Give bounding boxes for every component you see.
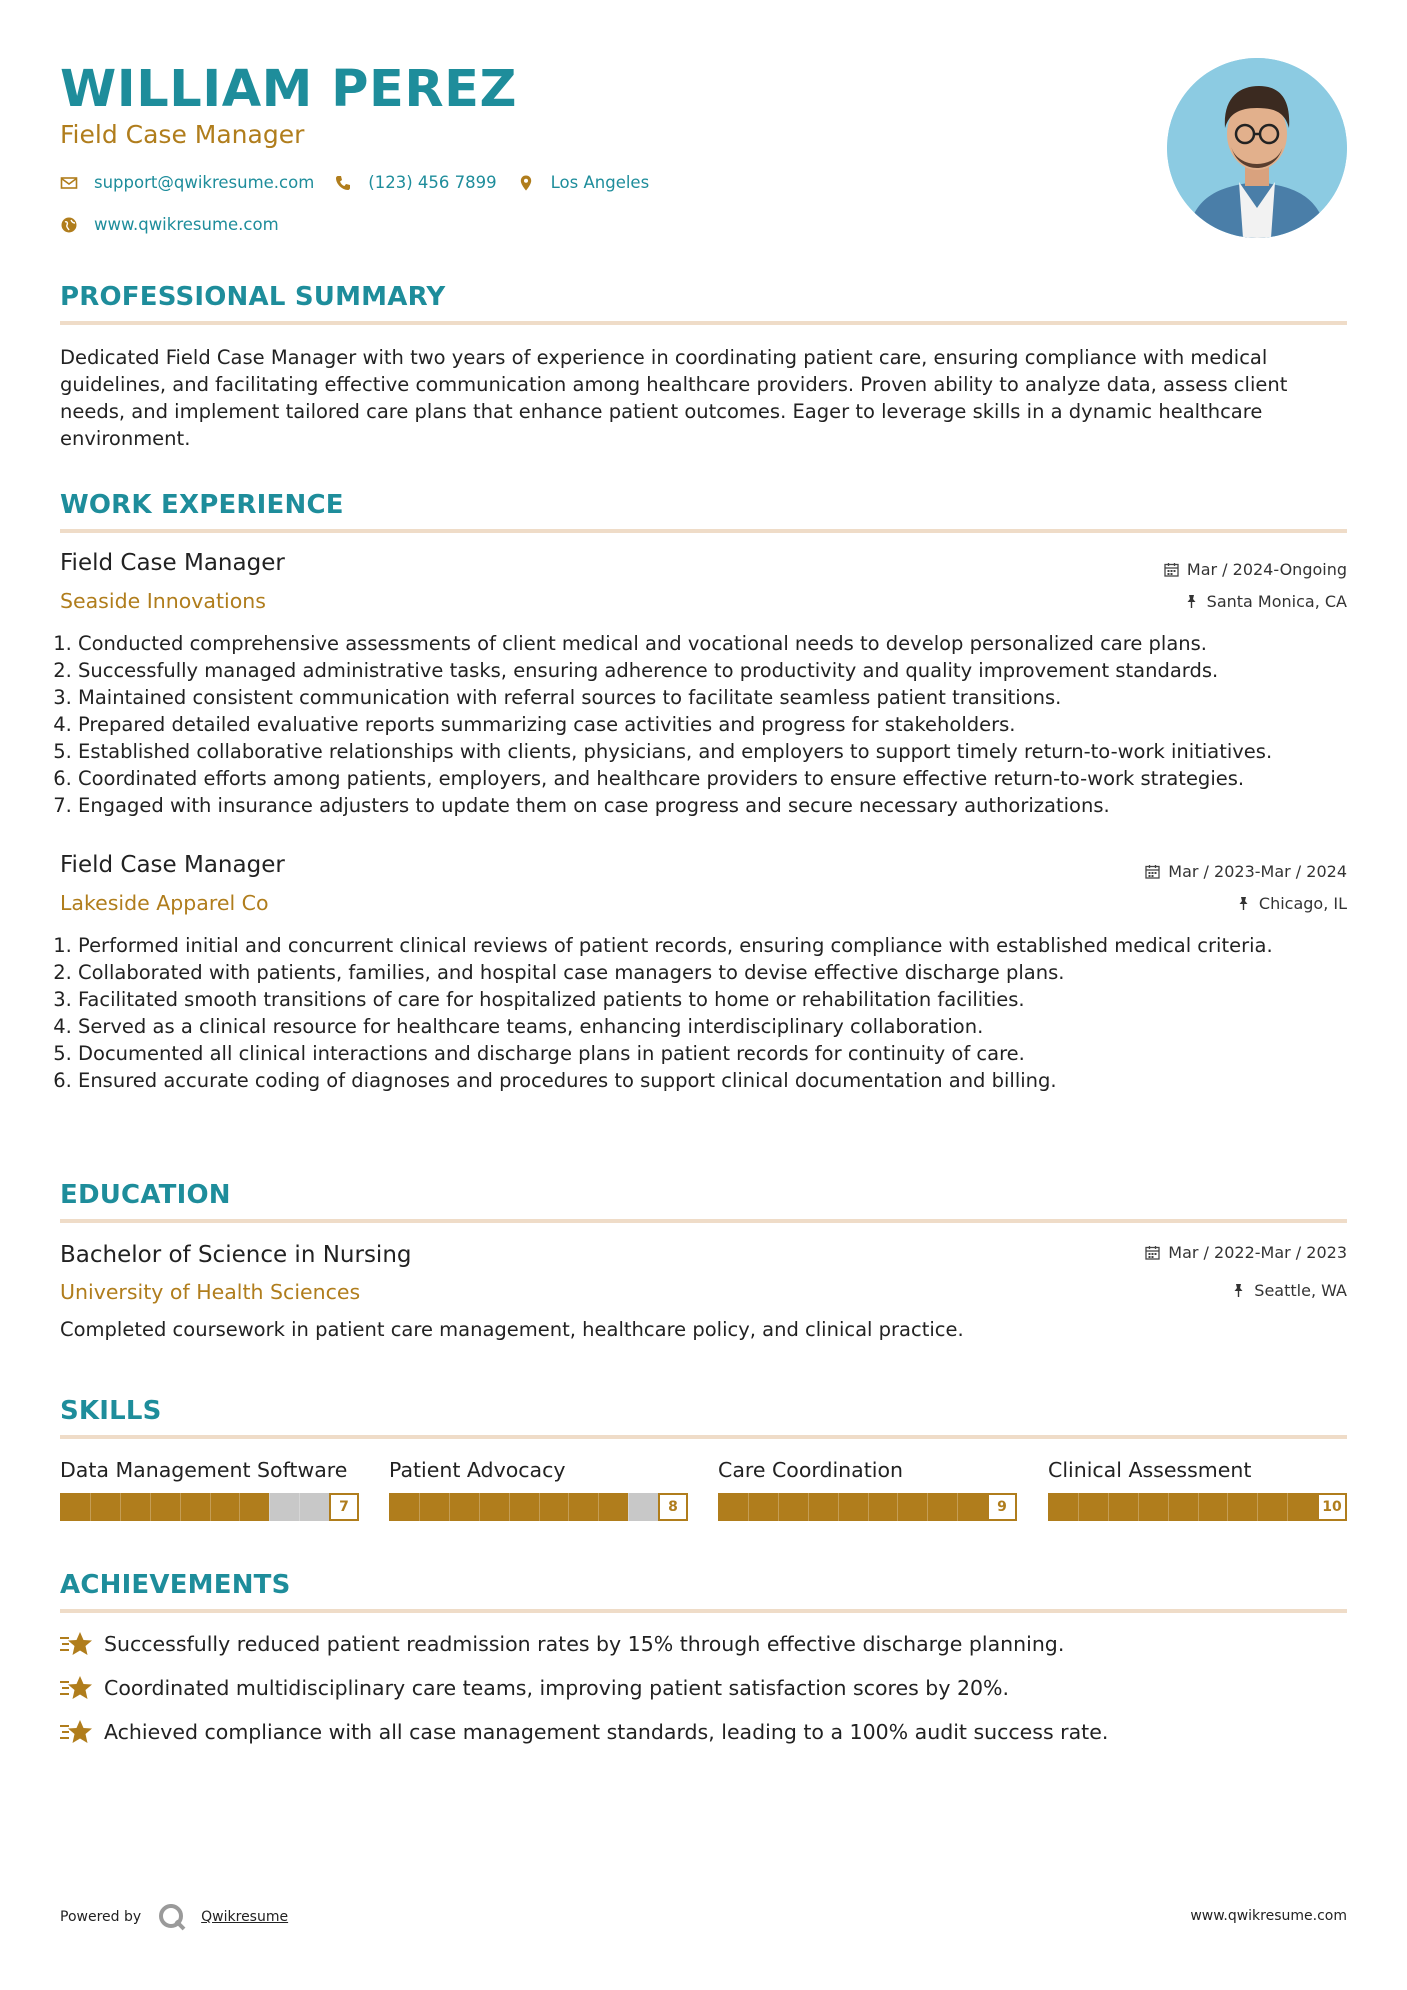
job-bullets: [60, 932, 1365, 1094]
job-bullet: 4. Prepared detailed evaluative reports summarizing case activities and progress for stakeholders.: [78, 711, 1365, 738]
education-dates: [1145, 1243, 1347, 1262]
contact-row: [60, 173, 669, 192]
skill-bar-segment: [897, 1493, 898, 1521]
pushpin-icon: [1231, 1283, 1246, 1298]
profile-photo: [1167, 58, 1347, 238]
skill-bar-segment: [269, 1493, 270, 1521]
skill-bar: [389, 1493, 688, 1521]
footer-powered-by: [60, 1902, 288, 1932]
job-bullet: 1. Performed initial and concurrent clinical reviews of patient records, ensuring compliance with established medical criteria.: [78, 932, 1365, 959]
skill-bar-segment: [479, 1493, 480, 1521]
skill-bar-segment: [957, 1493, 958, 1521]
skill-bar-segment: [1227, 1493, 1228, 1521]
phone-icon: [334, 174, 352, 192]
job-location: [1236, 894, 1347, 913]
job-title: Field Case Manager: [60, 852, 285, 878]
skill-bar: [718, 1493, 1017, 1521]
skill-bar: [60, 1493, 359, 1521]
job-bullet: 5. Established collaborative relationships with clients, physicians, and employers to support timely return-to-work initiatives.: [78, 738, 1365, 765]
calendar-icon: [1145, 1245, 1160, 1260]
section-title-achievements: ACHIEVEMENTS: [60, 1570, 291, 1600]
skill-name: Clinical Assessment: [1048, 1458, 1252, 1482]
skill-item: [1048, 1458, 1347, 1521]
qwikresume-logo-icon: [157, 1902, 187, 1932]
skill-bar-segment: [568, 1493, 569, 1521]
section-title-experience: WORK EXPERIENCE: [60, 490, 344, 520]
skill-bar-segment: [598, 1493, 599, 1521]
section-divider: [60, 321, 1347, 325]
job-location-text: Santa Monica, CA: [1206, 592, 1347, 611]
skill-bar-segment: [838, 1493, 839, 1521]
skill-level: 8: [658, 1493, 688, 1521]
job-dates: [1164, 560, 1347, 579]
skill-bar-segment: [1108, 1493, 1109, 1521]
calendar-icon: [1145, 864, 1160, 879]
skill-bar-segment: [150, 1493, 151, 1521]
skill-name: Care Coordination: [718, 1458, 903, 1482]
job-location-text: Chicago, IL: [1258, 894, 1347, 913]
achievement-text: Achieved compliance with all case management standards, leading to a 100% audit success rate.: [104, 1720, 1109, 1744]
star-badge-icon: [60, 1674, 92, 1702]
footer-website[interactable]: www.qwikresume.com: [1190, 1908, 1347, 1924]
job-bullet: 4. Served as a clinical resource for healthcare teams, enhancing interdisciplinary collaboration.: [78, 1013, 1365, 1040]
star-badge-icon: [60, 1630, 92, 1658]
skill-bar-segment: [748, 1493, 749, 1521]
skill-bar-segment: [180, 1493, 181, 1521]
skill-bar-segment: [1198, 1493, 1199, 1521]
pushpin-icon: [1184, 594, 1199, 609]
job-bullet: 2. Collaborated with patients, families, and hospital case managers to devise effective discharge plans.: [78, 959, 1365, 986]
skill-level: 10: [1317, 1493, 1347, 1521]
education-location-text: Seattle, WA: [1254, 1281, 1347, 1300]
summary-text: Dedicated Field Case Manager with two years of experience in coordinating patient care, ensuring compliance with medical guidelines, and facilitating effective communication among healthcare providers. Proven ability to analyze data, assess client needs, and implement tailored care plans that enhance patient outcomes. Eager to leverage skills in a dynamic healthcare environment.: [60, 346, 1288, 450]
skill-bar-segment: [90, 1493, 91, 1521]
contact-phone[interactable]: [334, 173, 496, 192]
job-bullet: 5. Documented all clinical interactions and discharge plans in patient records for continuity of care.: [78, 1040, 1365, 1067]
contact-row-website: [60, 215, 299, 234]
globe-icon: [60, 216, 78, 234]
skill-name: Patient Advocacy: [389, 1458, 566, 1482]
email-text: support@qwikresume.com: [94, 173, 315, 192]
skill-level: 9: [987, 1493, 1017, 1521]
skill-bar-segment: [1257, 1493, 1258, 1521]
skill-bar-segment: [868, 1493, 869, 1521]
skill-bar-segment: [509, 1493, 510, 1521]
job-dates: [1145, 862, 1347, 881]
skill-item: [60, 1458, 359, 1521]
company-name: Lakeside Apparel Co: [60, 891, 269, 915]
skill-name: Data Management Software: [60, 1458, 348, 1482]
skill-fill: [718, 1493, 987, 1521]
job-bullet: 3. Facilitated smooth transitions of care for hospitalized patients to home or rehabilitation facilities.: [78, 986, 1365, 1013]
skill-level: 7: [329, 1493, 359, 1521]
skill-bar: [1048, 1493, 1347, 1521]
envelope-icon: [60, 174, 78, 192]
phone-text: (123) 456 7899: [368, 173, 497, 192]
skill-bar-segment: [539, 1493, 540, 1521]
powered-by-label: Powered by: [60, 1909, 142, 1925]
job-bullets: [60, 630, 1365, 819]
skill-bar-segment: [778, 1493, 779, 1521]
skill-bar-segment: [449, 1493, 450, 1521]
candidate-name: WILLIAM PEREZ: [60, 60, 517, 119]
job-bullet: 1. Conducted comprehensive assessments of client medical and vocational needs to develop personalized care plans.: [78, 630, 1365, 657]
pushpin-icon: [1236, 896, 1251, 911]
skill-item: [389, 1458, 688, 1521]
job-bullet: 7. Engaged with insurance adjusters to update them on case progress and secure necessary authorizations.: [78, 792, 1365, 819]
candidate-title: Field Case Manager: [60, 120, 305, 149]
job-bullet: 6. Coordinated efforts among patients, employers, and healthcare providers to ensure effective return-to-work strategies.: [78, 765, 1365, 792]
company-name: Seaside Innovations: [60, 589, 266, 613]
section-divider: [60, 1219, 1347, 1223]
skill-bar-segment: [1138, 1493, 1139, 1521]
section-title-summary: PROFESSIONAL SUMMARY: [60, 282, 446, 312]
job-bullet: 6. Ensured accurate coding of diagnoses and procedures to support clinical documentation and billing.: [78, 1067, 1365, 1094]
achievement-item: [60, 1630, 1064, 1658]
skill-bar-segment: [808, 1493, 809, 1521]
skill-item: [718, 1458, 1017, 1521]
section-title-education: EDUCATION: [60, 1180, 231, 1210]
achievement-text: Coordinated multidisciplinary care teams, improving patient satisfaction scores by 20%.: [104, 1676, 1010, 1700]
contact-location: [517, 173, 650, 192]
job-location: [1184, 592, 1347, 611]
location-text: Los Angeles: [550, 173, 650, 192]
section-divider: [60, 529, 1347, 533]
education-location: [1231, 1281, 1347, 1300]
website-text: www.qwikresume.com: [94, 215, 279, 234]
contact-website[interactable]: [60, 215, 279, 234]
skill-bar-segment: [419, 1493, 420, 1521]
degree-title: Bachelor of Science in Nursing: [60, 1242, 412, 1268]
section-divider: [60, 1609, 1347, 1613]
skill-bar-segment: [1078, 1493, 1079, 1521]
section-divider: [60, 1435, 1347, 1439]
skill-bar-segment: [628, 1493, 629, 1521]
skill-bar-segment: [1287, 1493, 1288, 1521]
skill-bar-segment: [1168, 1493, 1169, 1521]
job-dates-text: Mar / 2024-Ongoing: [1186, 560, 1347, 579]
skill-fill: [60, 1493, 269, 1521]
contact-email[interactable]: [60, 173, 314, 192]
calendar-icon: [1164, 562, 1179, 577]
star-badge-icon: [60, 1718, 92, 1746]
map-pin-icon: [517, 174, 535, 192]
job-dates-text: Mar / 2023-Mar / 2024: [1168, 862, 1347, 881]
skill-bar-segment: [239, 1493, 240, 1521]
skill-bar-segment: [927, 1493, 928, 1521]
job-title: Field Case Manager: [60, 550, 285, 576]
school-name: University of Health Sciences: [60, 1280, 361, 1304]
skill-bar-segment: [210, 1493, 211, 1521]
achievement-item: [60, 1718, 1108, 1746]
education-dates-text: Mar / 2022-Mar / 2023: [1168, 1243, 1347, 1262]
section-title-skills: SKILLS: [60, 1396, 162, 1426]
job-bullet: 3. Maintained consistent communication with referral sources to facilitate seamless patient transitions.: [78, 684, 1365, 711]
skill-bar-segment: [120, 1493, 121, 1521]
qwikresume-link[interactable]: Qwikresume: [201, 1909, 289, 1925]
achievement-text: Successfully reduced patient readmission rates by 15% through effective discharge planning.: [104, 1632, 1065, 1656]
skill-bar-segment: [299, 1493, 300, 1521]
education-description: Completed coursework in patient care management, healthcare policy, and clinical practice.: [60, 1318, 964, 1341]
job-bullet: 2. Successfully managed administrative tasks, ensuring adherence to productivity and quality improvement standards.: [78, 657, 1365, 684]
achievement-item: [60, 1674, 1009, 1702]
